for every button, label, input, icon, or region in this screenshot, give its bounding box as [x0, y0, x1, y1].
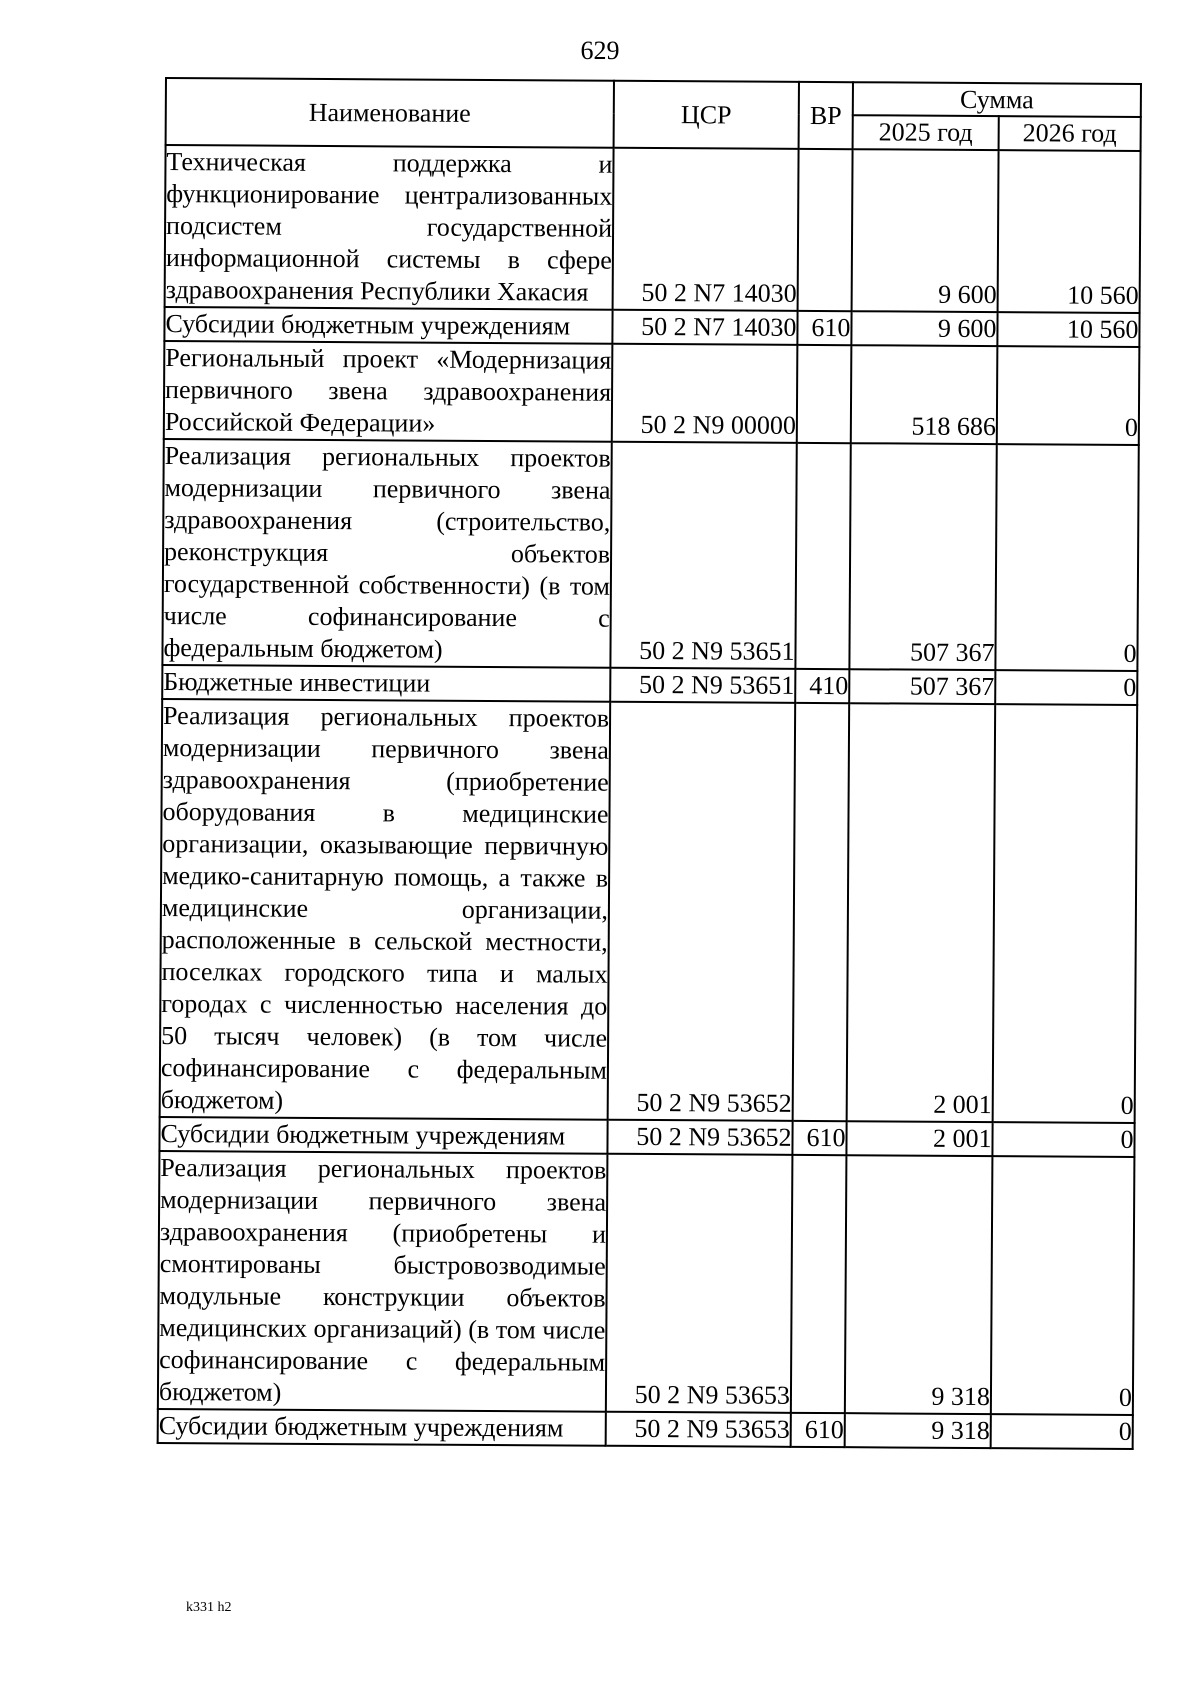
row-name — [158, 1151, 608, 1412]
row-vr — [791, 1155, 847, 1413]
row-amount-2026: 0 — [995, 670, 1137, 705]
row-amount-2025: 9 600 — [851, 311, 997, 346]
row-amount-2025: 2 001 — [847, 703, 996, 1122]
row-name-text: Бюджетные инвестиции — [163, 667, 431, 698]
header-year-2025: 2025 год — [853, 115, 999, 150]
row-name — [158, 1409, 606, 1446]
row-csr: 50 2 N9 53651 — [610, 442, 796, 669]
table-row — [158, 1151, 1135, 1415]
row-amount-2026: 0 — [991, 1414, 1133, 1449]
row-name-text: Реализация региональных проектов модернизации первичного звена здравоохранения (строительство, реконструкция объектов государственной собственности) (в том числе софинансирование с федеральным бюджетом) — [163, 441, 611, 664]
row-vr — [798, 149, 853, 311]
row-vr — [793, 703, 850, 1121]
row-csr: 50 2 N9 53653 — [606, 1154, 793, 1413]
row-name-text: Субсидии бюджетным учреждениям — [160, 1118, 566, 1151]
row-name — [164, 307, 612, 344]
row-amount-2025: 9 318 — [845, 1413, 991, 1448]
row-csr: 50 2 N7 14030 — [612, 310, 797, 345]
row-amount-2025: 2 001 — [846, 1121, 992, 1156]
row-csr: 50 2 N9 53651 — [610, 668, 795, 703]
table-row — [158, 1409, 1133, 1449]
table-row — [160, 699, 1138, 1123]
row-name — [162, 439, 611, 668]
row-amount-2026: 0 — [995, 444, 1138, 671]
table-row — [165, 145, 1141, 313]
row-csr: 50 2 N9 53653 — [606, 1412, 791, 1447]
row-csr: 50 2 N9 00000 — [612, 344, 798, 443]
footer-code: k331 h2 — [186, 1600, 232, 1615]
header-name: Наименование — [166, 78, 614, 148]
header-sum: Сумма — [853, 82, 1141, 117]
row-amount-2026: 0 — [993, 704, 1138, 1123]
row-amount-2026: 10 560 — [997, 312, 1139, 347]
row-name-text: Субсидии бюджетным учреждениям — [165, 309, 571, 341]
row-amount-2025: 507 367 — [849, 443, 996, 670]
row-vr: 410 — [795, 669, 849, 703]
row-name — [164, 341, 613, 442]
table-row — [164, 341, 1140, 445]
row-amount-2026: 0 — [992, 1122, 1134, 1157]
row-name-text: Реализация региональных проектов модернизации первичного звена здравоохранения (приобретены и смонтированы быстровозводимые модульные конструкции объектов медицинских организаций) (в том числе софинансирование с федеральным бюджетом) — [158, 1152, 607, 1407]
row-name-text: Реализация региональных проектов модернизации первичного звена здравоохранения (приобретение оборудования в медицинские организации, оказывающие первичную медико-санитарную помощь, а также в медицинские организации, расположенные в сельской местности, поселках городского типа и малых городах с численностью населения до 50 тысяч человек) (в том числе софинансирование с федеральным бюджетом) — [160, 701, 610, 1115]
row-name — [159, 1117, 607, 1154]
row-amount-2026: 0 — [997, 346, 1140, 445]
row-amount-2025: 518 686 — [851, 345, 998, 444]
row-csr: 50 2 N7 14030 — [613, 148, 799, 311]
row-vr: 610 — [791, 1413, 845, 1447]
row-amount-2025: 9 600 — [852, 149, 999, 312]
row-vr — [797, 345, 852, 443]
row-csr: 50 2 N9 53652 — [608, 702, 796, 1121]
row-amount-2026: 0 — [991, 1156, 1135, 1415]
row-name — [162, 665, 610, 702]
row-vr: 610 — [797, 311, 851, 345]
row-amount-2026: 10 560 — [998, 150, 1141, 313]
row-vr: 610 — [792, 1121, 846, 1155]
row-vr — [795, 443, 850, 669]
table-row — [162, 439, 1138, 671]
header-vr: ВР — [799, 82, 853, 149]
row-csr: 50 2 N9 53652 — [607, 1120, 792, 1155]
page-number: 629 — [580, 36, 620, 65]
row-name — [165, 145, 614, 310]
row-name-text: Региональный проект «Модернизация первичного звена здравоохранения Российской Федерации» — [164, 343, 612, 438]
table-body — [158, 145, 1141, 1449]
header-year-2026: 2026 год — [999, 116, 1141, 151]
budget-table — [157, 77, 1142, 1450]
table-header — [166, 78, 1141, 151]
row-name-text: Субсидии бюджетным учреждениям — [158, 1410, 564, 1443]
row-amount-2025: 507 367 — [849, 669, 995, 704]
row-name-text: Техническая поддержка и функционирование централизованных подсистем государственной информационной системы в сфере здравоохранения Республики Хакасия — [165, 147, 613, 307]
row-amount-2025: 9 318 — [845, 1155, 993, 1414]
row-name — [160, 699, 611, 1120]
header-csr: ЦСР — [614, 81, 799, 149]
